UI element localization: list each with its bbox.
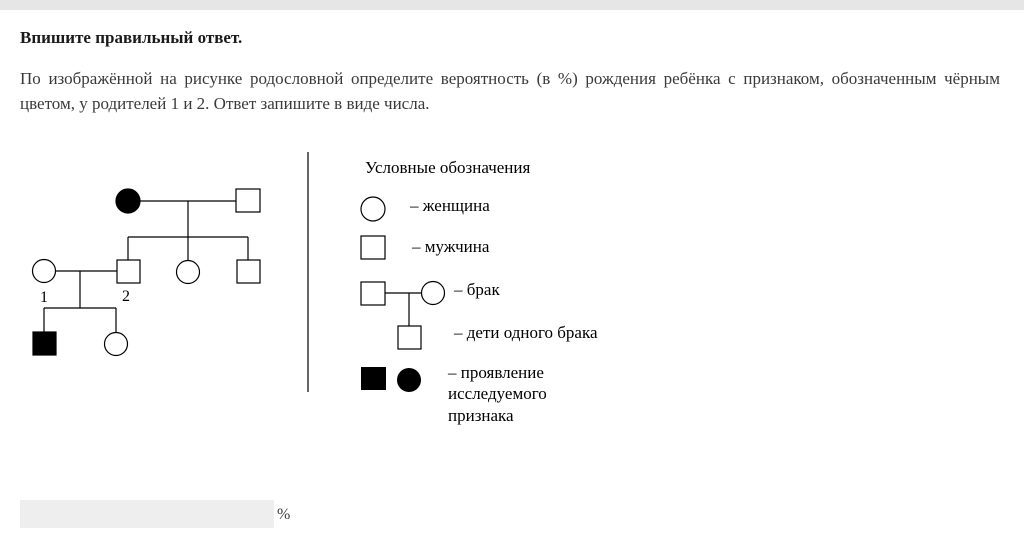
legend-trait-text-3: признака xyxy=(448,406,514,425)
legend xyxy=(361,158,598,425)
parent-1-female xyxy=(33,260,56,283)
legend-title: Условные обозначения xyxy=(365,158,531,177)
task-instruction: Впишите правильный ответ. xyxy=(20,28,243,47)
parent-2-male xyxy=(117,260,140,283)
legend-trait-text-1: – проявление xyxy=(448,363,544,382)
pedigree-chart xyxy=(33,189,261,356)
task-question: По изображённой на рисунке родословной определите вероятность (в %) рождения ребёнка с признаком, обозначенным чёрным цветом, у родителей 1 и 2. Ответ запишите в виде числа. xyxy=(20,69,1000,113)
parent-1-label: 1 xyxy=(40,289,48,306)
grandfather-male xyxy=(236,189,260,212)
child-female xyxy=(105,333,128,356)
top-bar xyxy=(0,0,1024,10)
legend-female-text: – женщина xyxy=(410,196,490,215)
legend-trait-text-2: исследуемого xyxy=(448,384,547,403)
legend-children-text: – дети одного брака xyxy=(454,323,598,342)
legend-male-text: – мужчина xyxy=(412,237,490,256)
sibling-female xyxy=(177,261,200,284)
legend-marriage-female-icon xyxy=(422,282,445,305)
legend-child-icon xyxy=(398,326,421,349)
grandmother-affected-female xyxy=(116,189,140,213)
pedigree-svg xyxy=(0,140,1024,440)
legend-marriage-text: – брак xyxy=(454,280,500,299)
legend-female-icon xyxy=(361,197,385,221)
legend-affected-female-icon xyxy=(397,368,421,392)
legend-marriage-male-icon xyxy=(361,282,385,305)
child-affected-male xyxy=(33,332,56,355)
sibling-male xyxy=(237,260,260,283)
legend-male-icon xyxy=(361,236,385,259)
answer-input[interactable] xyxy=(20,500,274,528)
parent-2-label: 2 xyxy=(122,288,130,305)
answer-unit: % xyxy=(277,506,291,523)
pedigree-figure xyxy=(0,140,1024,440)
legend-affected-male-icon xyxy=(361,367,386,390)
